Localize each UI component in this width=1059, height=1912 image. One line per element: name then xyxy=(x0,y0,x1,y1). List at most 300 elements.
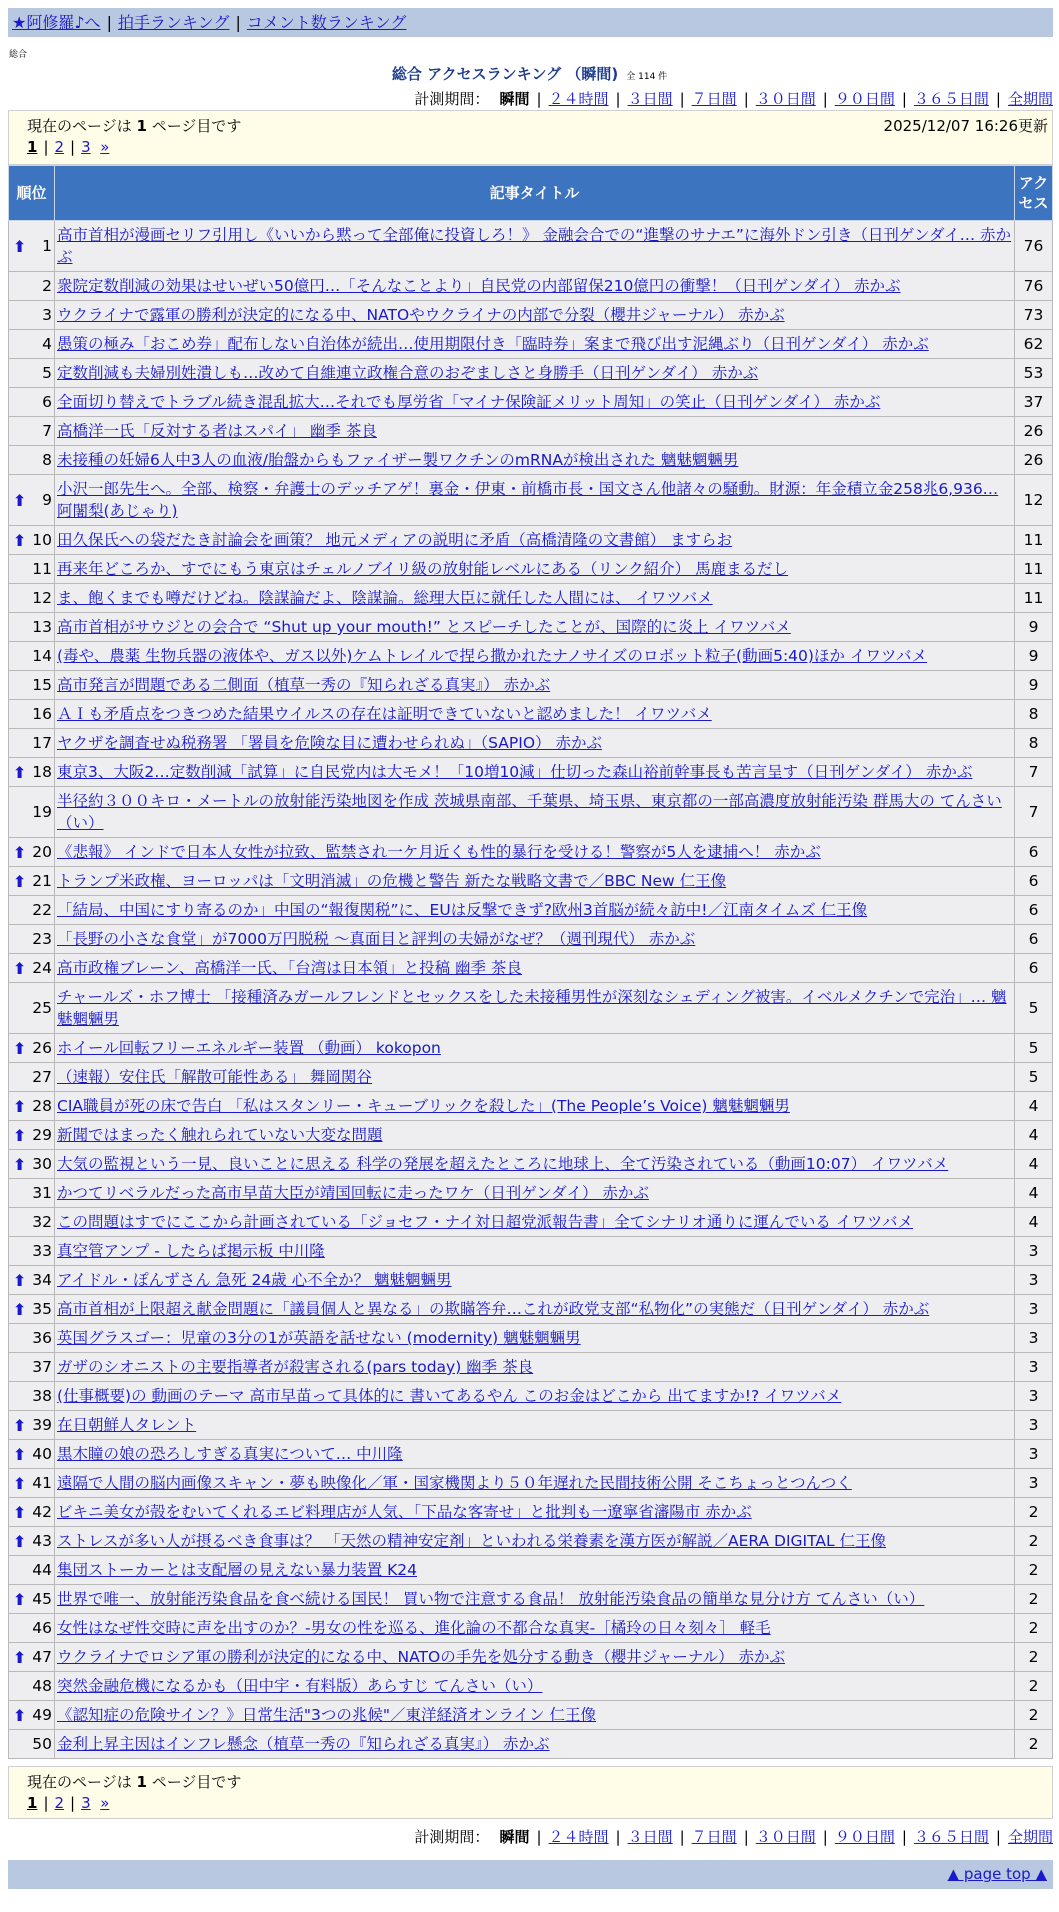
title-cell xyxy=(55,1585,1015,1614)
access-count: 11 xyxy=(1015,526,1053,555)
title-cell xyxy=(55,925,1015,954)
rank-cell xyxy=(9,1672,55,1701)
access-count: 5 xyxy=(1015,1063,1053,1092)
title-cell xyxy=(55,1266,1015,1295)
access-count: 3 xyxy=(1015,1411,1053,1440)
rank-number: 14 xyxy=(32,647,52,665)
table-row xyxy=(9,1701,1053,1730)
period-link-3d-bottom[interactable]: ３日間 xyxy=(627,1828,673,1846)
article-title-link[interactable]: 《悲報》 インドで日本人女性が拉致、監禁され一ケ月近くも性的暴行を受ける！警察が5人を逮捕へ！ 赤かぶ xyxy=(57,843,821,861)
table-row xyxy=(9,1150,1053,1179)
article-title-link[interactable]: ま、飽くまでも噂だけどね。陰謀論だよ、陰謀論。総理大臣に就任した人間には、 イワツバメ xyxy=(57,589,713,607)
pager-current: 1 xyxy=(27,138,38,156)
rank-cell xyxy=(9,925,55,954)
period-link-90d-bottom[interactable]: ９０日間 xyxy=(834,1828,895,1846)
article-title-link[interactable]: （速報）安住氏「解散可能性ある」 舞岡関谷 xyxy=(57,1068,372,1086)
period-link-30d-bottom[interactable]: ３０日間 xyxy=(755,1828,816,1846)
access-count: 3 xyxy=(1015,1266,1053,1295)
rank-number: 37 xyxy=(32,1358,52,1376)
rank-cell xyxy=(9,838,55,867)
access-count: 73 xyxy=(1015,301,1053,330)
title-cell xyxy=(55,838,1015,867)
table-row xyxy=(9,272,1053,301)
rank-cell xyxy=(9,446,55,475)
rank-cell xyxy=(9,221,55,272)
table-row xyxy=(9,417,1053,446)
table-row xyxy=(9,1237,1053,1266)
rank-number: 42 xyxy=(32,1503,52,1521)
access-count: 2 xyxy=(1015,1643,1053,1672)
article-title-link[interactable]: 半径約３００キロ・メートルの放射能汚染地図を作成 茨城県南部、千葉県、埼玉県、東京都の一部高濃度放射能汚染 群馬大の てんさい（い） xyxy=(57,792,1002,832)
period-link-30d[interactable]: ３０日間 xyxy=(755,90,816,108)
title-cell xyxy=(55,1440,1015,1469)
period-link-24h-bottom[interactable]: ２４時間 xyxy=(548,1828,609,1846)
title-cell xyxy=(55,475,1015,526)
access-count: 26 xyxy=(1015,417,1053,446)
article-title-link[interactable]: 衆院定数削減の効果はせいぜい50億円…「そんなことより」自民党の内部留保210億円の衝撃！（日刊ゲンダイ） 赤かぶ xyxy=(57,277,901,295)
rank-cell xyxy=(9,1295,55,1324)
table-row xyxy=(9,1266,1053,1295)
title-cell xyxy=(55,642,1015,671)
rank-cell xyxy=(9,388,55,417)
access-count: 11 xyxy=(1015,555,1053,584)
article-title-link[interactable]: 世界で唯一、放射能汚染食品を食べ続ける国民！ 買い物で注意する食品！ 放射能汚染食品の簡単な見分け方 てんさい（い） xyxy=(57,1590,925,1608)
article-title-link[interactable]: 定数削減も夫婦別姓潰しも…改めて自維連立政権合意のおぞましさと身勝手（日刊ゲンダイ） 赤かぶ xyxy=(57,364,759,382)
access-count: 8 xyxy=(1015,700,1053,729)
rank-cell xyxy=(9,1353,55,1382)
table-row xyxy=(9,359,1053,388)
title-cell xyxy=(55,1092,1015,1121)
rank-cell xyxy=(9,613,55,642)
up-arrow-icon: ⬆ xyxy=(13,491,27,510)
rank-number: 32 xyxy=(32,1213,52,1231)
title-cell xyxy=(55,1150,1015,1179)
rank-cell xyxy=(9,787,55,838)
rank-cell xyxy=(9,526,55,555)
article-title-link[interactable]: CIA職員が死の床で告白 「私はスタンリー・キューブリックを殺した」(The People’s Voice) 魑魅魍魎男 xyxy=(57,1097,790,1115)
article-title-link[interactable]: 金利上昇主因はインフレ懸念（植草一秀の『知られざる真実』） 赤かぶ xyxy=(57,1735,550,1753)
rank-number: 19 xyxy=(32,803,52,821)
access-count: 4 xyxy=(1015,1179,1053,1208)
rank-number: 17 xyxy=(32,734,52,752)
title-cell xyxy=(55,1701,1015,1730)
ranking-table-body xyxy=(9,221,1053,1759)
access-count: 9 xyxy=(1015,642,1053,671)
pager-current-bottom: 1 xyxy=(27,1794,38,1812)
access-count: 9 xyxy=(1015,613,1053,642)
rank-cell xyxy=(9,584,55,613)
access-count: 8 xyxy=(1015,729,1053,758)
rank-number: 41 xyxy=(32,1474,52,1492)
rank-number: 6 xyxy=(42,393,52,411)
article-title-link[interactable]: 集団ストーカーとは支配層の見えない暴力装置 K24 xyxy=(57,1561,418,1579)
title-cell xyxy=(55,1498,1015,1527)
rank-cell xyxy=(9,272,55,301)
access-count: 3 xyxy=(1015,1295,1053,1324)
title-cell xyxy=(55,1208,1015,1237)
access-count: 2 xyxy=(1015,1614,1053,1643)
access-count: 26 xyxy=(1015,446,1053,475)
rank-number: 33 xyxy=(32,1242,52,1260)
rank-number: 30 xyxy=(32,1155,52,1173)
article-title-link[interactable]: 突然金融危機になるかも（田中宇・有料版）あらすじ てんさい（い） xyxy=(57,1677,543,1695)
up-arrow-icon: ⬆ xyxy=(13,1416,27,1435)
pager-next[interactable]: » xyxy=(100,138,110,156)
article-title-link[interactable]: 「結局、中国にすり寄るのか」中国の“報復関税”に、EUは反撃できず?欧州3首脳が続々訪中!／江南タイムズ 仁王像 xyxy=(57,901,868,919)
article-title-link[interactable]: 黒木瞳の娘の恐ろしすぎる真実について… 中川隆 xyxy=(57,1445,403,1463)
rank-number: 39 xyxy=(32,1416,52,1434)
rank-cell xyxy=(9,1266,55,1295)
title-cell xyxy=(55,1730,1015,1759)
pager-next-bottom[interactable]: » xyxy=(100,1794,110,1812)
article-title-link[interactable]: 女性はなぜ性交時に声を出すのか？-男女の性を巡る、進化論の不都合な真実-［橘玲の日々刻々］ 軽毛 xyxy=(57,1619,771,1637)
access-count: 5 xyxy=(1015,1034,1053,1063)
pager-link-2[interactable]: 2 xyxy=(54,138,65,156)
table-row xyxy=(9,671,1053,700)
article-title-link[interactable]: アイドル・ぽんずさん 急死 24歳 心不全か？ 魑魅魍魎男 xyxy=(57,1271,452,1289)
rank-cell xyxy=(9,867,55,896)
rank-number: 31 xyxy=(32,1184,52,1202)
pager-bottom: 1 | 2 | 3 » xyxy=(27,1794,110,1812)
table-row xyxy=(9,1614,1053,1643)
article-title-link[interactable]: ストレスが多い人が摂るべき食事は？ 「天然の精神安定剤」といわれる栄養素を漢方医が解説／AERA DIGITAL 仁王像 xyxy=(57,1532,887,1550)
rank-number: 36 xyxy=(32,1329,52,1347)
access-count: 9 xyxy=(1015,671,1053,700)
rank-cell xyxy=(9,1440,55,1469)
rank-number: 22 xyxy=(32,901,52,919)
title-cell xyxy=(55,1034,1015,1063)
article-title-link[interactable]: 高市首相が漫画セリフ引用し《いいから黙って全部俺に投資しろ！》 金融会合での“進撃のサナエ”に海外ドン引き（日刊ゲンダイ… 赤かぶ xyxy=(57,226,1012,266)
rank-number: 28 xyxy=(32,1097,52,1115)
rank-number: 38 xyxy=(32,1387,52,1405)
table-row xyxy=(9,838,1053,867)
table-row xyxy=(9,1585,1053,1614)
up-arrow-icon: ⬆ xyxy=(13,1155,27,1174)
article-title-link[interactable]: ウクライナで露軍の勝利が決定的になる中、NATOやウクライナの内部で分裂（櫻井ジャーナル） 赤かぶ xyxy=(57,306,785,324)
ranking-title: 総合 アクセスランキング （瞬間) xyxy=(391,65,619,83)
rank-cell xyxy=(9,1527,55,1556)
period-link-all-bottom[interactable]: 全期間 xyxy=(1007,1828,1053,1846)
table-row xyxy=(9,1469,1053,1498)
rank-number: 50 xyxy=(32,1735,52,1753)
rank-cell xyxy=(9,1614,55,1643)
period-selector-top: 計測期間： 瞬間 | ２４時間 | ３日間 | ７日間 | ３０日間 | ９０日間 | ３６５日間 | 全期間 xyxy=(414,90,1053,108)
title-cell xyxy=(55,1179,1015,1208)
article-title-link[interactable]: 田久保氏への袋だたき討論会を画策？ 地元メディアの説明に矛盾（高橋清隆の文書館） ますらお xyxy=(57,531,733,549)
rank-number: 44 xyxy=(32,1561,52,1579)
rank-number: 24 xyxy=(32,959,52,977)
article-title-link[interactable]: 全面切り替えでトラブル続き混乱拡大…それでも厚労省「マイナ保険証メリット周知」の笑止（日刊ゲンダイ） 赤かぶ xyxy=(57,393,881,411)
title-cell xyxy=(55,1121,1015,1150)
rank-number: 45 xyxy=(32,1590,52,1608)
up-arrow-icon: ⬆ xyxy=(13,237,27,256)
article-title-link[interactable]: 高市発言が問題である二側面（植草一秀の『知られざる真実』） 赤かぶ xyxy=(57,676,551,694)
access-count: 7 xyxy=(1015,758,1053,787)
access-count: 4 xyxy=(1015,1150,1053,1179)
rank-number: 16 xyxy=(32,705,52,723)
period-link-365d[interactable]: ３６５日間 xyxy=(913,90,989,108)
access-count: 5 xyxy=(1015,983,1053,1034)
access-count: 3 xyxy=(1015,1353,1053,1382)
article-title-link[interactable]: 未接種の妊婦6人中3人の血液/胎盤からもファイザー製ワクチンのmRNAが検出された 魑魅魍魎男 xyxy=(57,451,739,469)
article-title-link[interactable]: ホイール回転フリーエネルギー装置 （動画） kokopon xyxy=(57,1039,441,1057)
article-title-link[interactable]: 新聞ではまったく触れられていない大変な問題 xyxy=(57,1126,383,1144)
article-title-link[interactable]: 大気の監視という一見、良いことに思える 科学の発展を超えたところに地球上、全て汚染されている（動画10:07） イワツバメ xyxy=(57,1155,949,1173)
rank-number: 29 xyxy=(32,1126,52,1144)
title-cell xyxy=(55,1063,1015,1092)
title-cell xyxy=(55,221,1015,272)
access-count: 6 xyxy=(1015,867,1053,896)
title-cell xyxy=(55,1295,1015,1324)
access-count: 2 xyxy=(1015,1672,1053,1701)
article-title-link[interactable]: 遠隔で人間の脳内画像スキャン・夢も映像化／軍・国家機関より５０年遅れた民間技術公開 そこちょっとつんつく xyxy=(57,1474,852,1492)
table-row xyxy=(9,1179,1053,1208)
title-cell xyxy=(55,1614,1015,1643)
article-title-link[interactable]: 再来年どころか、すでにもう東京はチェルノブイリ級の放射能レベルにある（リンク紹介） 馬鹿まるだし xyxy=(57,560,789,578)
title-cell xyxy=(55,526,1015,555)
rank-cell xyxy=(9,1556,55,1585)
up-arrow-icon: ⬆ xyxy=(13,531,27,550)
access-count: 6 xyxy=(1015,925,1053,954)
title-cell xyxy=(55,983,1015,1034)
rank-cell xyxy=(9,758,55,787)
column-header-rank: 順位 xyxy=(9,166,55,221)
article-title-link[interactable]: 高市首相が上限超え献金問題に「議員個人と異なる」の欺瞞答弁…これが政党支部“私物化”の実態だ（日刊ゲンダイ） 赤かぶ xyxy=(57,1300,930,1318)
article-title-link[interactable]: チャールズ・ホフ博士 「接種済みガールフレンドとセックスをした未接種男性が深刻なシェディング被害。イベルメクチンで完治」… 魑魅魍魎男 xyxy=(57,988,1007,1028)
article-title-link[interactable]: ＡＩも矛盾点をつきつめた結果ウイルスの存在は証明できていないと認めました！ イワツバメ xyxy=(57,705,712,723)
table-row xyxy=(9,301,1053,330)
article-title-link[interactable]: トランプ米政権、ヨーロッパは「文明消滅」の危機と警告 新たな戦略文書で／BBC New 仁王像 xyxy=(57,872,727,890)
rank-number: 10 xyxy=(32,531,52,549)
updated-time: 2025/12/07 16:26更新 xyxy=(883,117,1048,135)
rank-cell xyxy=(9,729,55,758)
rank-cell xyxy=(9,1208,55,1237)
table-row xyxy=(9,1208,1053,1237)
table-row xyxy=(9,896,1053,925)
table-row xyxy=(9,954,1053,983)
rank-number: 5 xyxy=(42,364,52,382)
table-row xyxy=(9,758,1053,787)
rank-cell xyxy=(9,1585,55,1614)
title-cell xyxy=(55,388,1015,417)
access-count: 2 xyxy=(1015,1730,1053,1759)
article-title-link[interactable]: 高橋洋一氏「反対する者はスパイ」 幽季 茶良 xyxy=(57,422,377,440)
rank-cell xyxy=(9,1179,55,1208)
table-row xyxy=(9,642,1053,671)
up-arrow-icon: ⬆ xyxy=(13,1590,27,1609)
article-title-link[interactable]: 小沢一郎先生へ。全部、検察・弁護士のデッチアゲ！裏金・伊東・前橋市長・国文さん他諸々の騒動。財源：年金積立金258兆6,936… 阿闍梨(あじゃり) xyxy=(57,480,999,520)
article-title-link[interactable]: 《認知症の危険サイン？》日常生活"3つの兆候"／東洋経済オンライン 仁王像 xyxy=(57,1706,596,1724)
rank-number: 13 xyxy=(32,618,52,636)
access-count: 4 xyxy=(1015,1121,1053,1150)
period-link-24h[interactable]: ２４時間 xyxy=(548,90,609,108)
access-count: 62 xyxy=(1015,330,1053,359)
current-page-text: 現在のページは 1 ページ目です xyxy=(27,117,242,135)
title-cell xyxy=(55,417,1015,446)
rank-cell xyxy=(9,1324,55,1353)
nav-comment-ranking-link[interactable]: コメント数ランキング xyxy=(246,13,407,32)
up-arrow-icon: ⬆ xyxy=(13,1648,27,1667)
page-info-bottom xyxy=(8,1766,1053,1819)
access-count: 2 xyxy=(1015,1498,1053,1527)
up-arrow-icon: ⬆ xyxy=(13,1532,27,1551)
table-row xyxy=(9,867,1053,896)
rank-number: 9 xyxy=(42,491,52,509)
title-cell xyxy=(55,359,1015,388)
table-row xyxy=(9,1643,1053,1672)
rank-number: 43 xyxy=(32,1532,52,1550)
title-cell xyxy=(55,272,1015,301)
footer-bar xyxy=(8,1860,1053,1889)
rank-number: 2 xyxy=(42,277,52,295)
title-cell xyxy=(55,1643,1015,1672)
rank-number: 49 xyxy=(32,1706,52,1724)
page-info-top xyxy=(8,110,1053,165)
pager-link-3-bottom[interactable]: 3 xyxy=(81,1794,91,1812)
title-cell xyxy=(55,1527,1015,1556)
period-current: 瞬間 xyxy=(499,90,530,108)
up-arrow-icon: ⬆ xyxy=(13,1445,27,1464)
table-row xyxy=(9,925,1053,954)
rank-number: 27 xyxy=(32,1068,52,1086)
table-row xyxy=(9,1353,1053,1382)
rank-number: 15 xyxy=(32,676,52,694)
rank-number: 35 xyxy=(32,1300,52,1318)
rank-cell xyxy=(9,359,55,388)
period-link-3d[interactable]: ３日間 xyxy=(627,90,673,108)
access-count: 76 xyxy=(1015,272,1053,301)
column-header-access: アクセス xyxy=(1015,166,1053,221)
rank-cell xyxy=(9,1411,55,1440)
title-cell xyxy=(55,1237,1015,1266)
up-arrow-icon: ⬆ xyxy=(13,1503,27,1522)
rank-number: 23 xyxy=(32,930,52,948)
period-selector-bottom: 計測期間： 瞬間 | ２４時間 | ３日間 | ７日間 | ３０日間 | ９０日間 | ３６５日間 | 全期間 xyxy=(414,1828,1053,1846)
article-title-link[interactable]: ウクライナでロシア軍の勝利が決定的になる中、NATOの手先を処分する動き（櫻井ジャーナル） 赤かぶ xyxy=(57,1648,786,1666)
current-page-text-bottom: 現在のページは 1 ページ目です xyxy=(27,1773,242,1791)
article-title-link[interactable]: ビキニ美女が殻をむいてくれるエビ料理店が人気、「下品な客寄せ」と批判も一遼寧省瀋陽市 赤かぶ xyxy=(57,1503,752,1521)
article-title-link[interactable]: 高市首相がサウジとの会合で “Shut up your mouth!” とスピーチしたことが、国際的に炎上 イワツバメ xyxy=(57,618,791,636)
table-row xyxy=(9,555,1053,584)
up-arrow-icon: ⬆ xyxy=(13,1126,27,1145)
table-row xyxy=(9,613,1053,642)
rank-number: 8 xyxy=(42,451,52,469)
rank-number: 1 xyxy=(42,237,52,255)
title-cell xyxy=(55,613,1015,642)
pager-link-2-bottom[interactable]: 2 xyxy=(54,1794,65,1812)
title-cell xyxy=(55,671,1015,700)
nav-home-link[interactable]: ★阿修羅♪へ xyxy=(12,13,101,32)
article-title-link[interactable]: 愚策の極み「おこめ券」配布しない自治体が続出…使用期限付き「臨時券」案まで飛び出す泥縄ぶり（日刊ゲンダイ） 赤かぶ xyxy=(57,335,929,353)
access-count: 7 xyxy=(1015,787,1053,838)
nav-applause-ranking-link[interactable]: 拍手ランキング xyxy=(117,13,230,32)
rank-number: 3 xyxy=(42,306,52,324)
rank-cell xyxy=(9,1121,55,1150)
top-navigation: ★阿修羅♪へ | 拍手ランキング | コメント数ランキング xyxy=(8,8,1053,37)
article-title-link[interactable]: (毒や、農薬 生物兵器の液体や、ガス以外)ケムトレイルで捏ら撒かれたナノサイズのロボット粒子(動画5:40)ほか イワツバメ xyxy=(57,647,928,665)
article-title-link[interactable]: かつてリベラルだった高市早苗大臣が靖国回転に走ったワケ（日刊ゲンダイ） 赤かぶ xyxy=(57,1184,649,1202)
access-count: 2 xyxy=(1015,1527,1053,1556)
pager-link-3[interactable]: 3 xyxy=(81,138,91,156)
period-link-90d[interactable]: ９０日間 xyxy=(834,90,895,108)
article-title-link[interactable]: 高市政権ブレーン、高橋洋一氏、「台湾は日本領」と投稿 幽季 茶良 xyxy=(57,959,522,977)
table-row xyxy=(9,700,1053,729)
rank-cell xyxy=(9,301,55,330)
up-arrow-icon: ⬆ xyxy=(13,959,27,978)
table-row xyxy=(9,330,1053,359)
article-title-link[interactable]: ガザのシオニストの主要指導者が殺害される(pars today) 幽季 茶良 xyxy=(57,1358,534,1376)
article-title-link[interactable]: この問題はすでにここから計画されている「ジョセフ・ナイ対日超党派報告書」全てシナリオ通りに運んでいる イワツバメ xyxy=(57,1213,914,1231)
up-arrow-icon: ⬆ xyxy=(13,1097,27,1116)
rank-cell xyxy=(9,671,55,700)
article-title-link[interactable]: 英国グラスゴー：児童の3分の1が英語を話せない (modernity) 魑魅魍魎男 xyxy=(57,1329,581,1347)
access-count: 53 xyxy=(1015,359,1053,388)
access-count: 6 xyxy=(1015,954,1053,983)
access-count: 76 xyxy=(1015,221,1053,272)
up-arrow-icon: ⬆ xyxy=(13,843,27,862)
title-cell xyxy=(55,1469,1015,1498)
period-link-all[interactable]: 全期間 xyxy=(1007,90,1053,108)
table-row xyxy=(9,1092,1053,1121)
access-count: 6 xyxy=(1015,896,1053,925)
title-cell xyxy=(55,1353,1015,1382)
period-link-7d[interactable]: ７日間 xyxy=(691,90,737,108)
title-cell xyxy=(55,758,1015,787)
period-link-7d-bottom[interactable]: ７日間 xyxy=(691,1828,737,1846)
category-label: 総合 xyxy=(9,50,28,60)
table-header-row xyxy=(9,166,1053,221)
title-cell xyxy=(55,1556,1015,1585)
article-title-link[interactable]: ヤクザを調査せぬ税務署 「署員を危険な目に遭わせられぬ」（SAPIO） 赤かぶ xyxy=(57,734,602,752)
period-label: 計測期間： xyxy=(414,90,490,108)
title-cell xyxy=(55,729,1015,758)
rank-cell xyxy=(9,1034,55,1063)
title-cell xyxy=(55,584,1015,613)
rank-number: 46 xyxy=(32,1619,52,1637)
access-count: 6 xyxy=(1015,838,1053,867)
rank-number: 25 xyxy=(32,999,52,1017)
title-cell xyxy=(55,301,1015,330)
table-row xyxy=(9,584,1053,613)
article-title-link[interactable]: 在日朝鮮人タレント xyxy=(57,1416,197,1434)
article-title-link[interactable]: 真空管アンプ - したらば掲示板 中川隆 xyxy=(57,1242,325,1260)
access-count: 11 xyxy=(1015,584,1053,613)
table-row xyxy=(9,1498,1053,1527)
title-cell xyxy=(55,1324,1015,1353)
table-row xyxy=(9,1382,1053,1411)
table-row xyxy=(9,729,1053,758)
rank-number: 11 xyxy=(32,560,52,578)
table-row xyxy=(9,475,1053,526)
access-count: 4 xyxy=(1015,1208,1053,1237)
table-row xyxy=(9,787,1053,838)
rank-number: 48 xyxy=(32,1677,52,1695)
article-title-link[interactable]: (仕事概要)の 動画のテーマ 高市早苗って具体的に 書いてあるやん このお金はどこから 出てますか!? イワツバメ xyxy=(57,1387,842,1405)
period-link-365d-bottom[interactable]: ３６５日間 xyxy=(913,1828,989,1846)
access-count: 37 xyxy=(1015,388,1053,417)
rank-cell xyxy=(9,555,55,584)
rank-number: 40 xyxy=(32,1445,52,1463)
rank-cell xyxy=(9,475,55,526)
title-cell xyxy=(55,700,1015,729)
article-title-link[interactable]: 「長野の小さな食堂」が7000万円脱税 ～真面目と評判の夫婦がなぜ？（週刊現代） 赤かぶ xyxy=(57,930,696,948)
rank-number: 21 xyxy=(32,872,52,890)
page-top-link[interactable]: ▲ page top ▲ xyxy=(947,1865,1047,1883)
total-count: 全 114 件 xyxy=(626,72,668,82)
article-title-link[interactable]: 東京3、大阪2…定数削減「試算」に自民党内は大モメ！「10増10減」仕切った森山裕前幹事長も苦言呈す（日刊ゲンダイ） 赤かぶ xyxy=(57,763,973,781)
rank-cell xyxy=(9,642,55,671)
rank-cell xyxy=(9,1643,55,1672)
